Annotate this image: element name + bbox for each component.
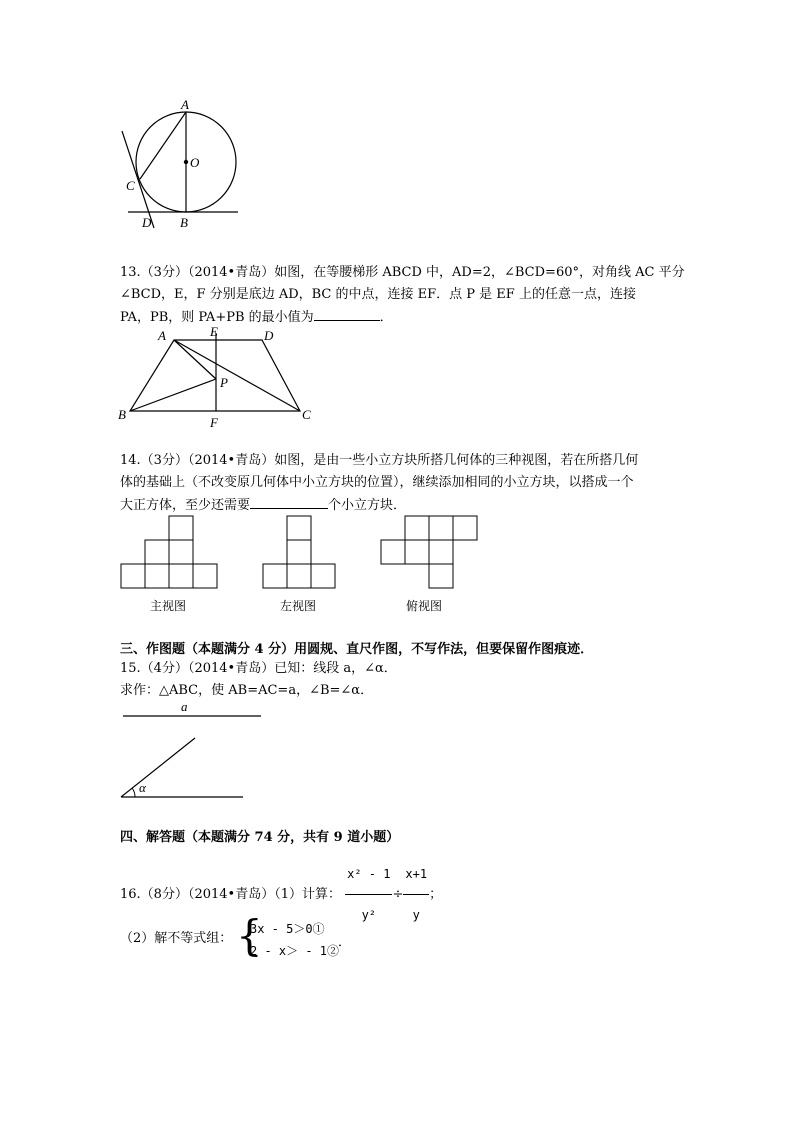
divide-sign: ÷ (392, 887, 404, 902)
label-alpha: α (139, 780, 146, 795)
label-e: E (210, 325, 218, 339)
three-views-figure (118, 514, 478, 616)
angle-arc (132, 788, 135, 797)
segment-pb (130, 379, 216, 411)
inequality-2: 2 - x＞ - 1② (250, 944, 340, 958)
front-view (121, 516, 217, 588)
fraction-2 (403, 854, 429, 935)
q13-period: ． (379, 310, 393, 325)
q13-line1: 13.（3分）（2014•青岛）如图，在等腰梯形 ABCD 中，AD=2，∠BCD=60°，对角线 AC 平分 (120, 265, 685, 280)
chord-ac (140, 112, 186, 179)
q15-line2: 求作：△ABC，使 AB=AC=a，∠B=∠α． (120, 683, 374, 698)
q16-part1-end: ； (429, 887, 443, 902)
label-a: A (158, 328, 166, 343)
label-d: D (142, 215, 152, 230)
top-view-label: 俯视图 (406, 599, 443, 613)
q13-answer-blank[interactable] (314, 306, 380, 321)
q14-line1: 14.（3分）（2014•青岛）如图，是由一些小立方块所搭几何体的三种视图，若在所搭几何 (120, 453, 639, 468)
trapezoid-abcd (130, 340, 300, 411)
segment-angle-figure (115, 700, 265, 802)
label-a: A (181, 97, 189, 112)
label-d: D (264, 328, 274, 343)
q14-text: 大正方体，至少还需要 (120, 498, 251, 513)
trapezoid-figure (112, 325, 322, 430)
label-b: B (180, 215, 188, 230)
q16-part2-end: ． (338, 935, 352, 950)
label-c: C (302, 407, 311, 422)
fraction-1-numerator: x² - 1 (345, 854, 392, 895)
fraction-1-denominator: y² (361, 908, 377, 922)
q13-text: PA，PB，则 PA+PB 的最小值为 (120, 310, 314, 325)
left-view (263, 516, 335, 588)
q15-line1: 15.（4分）（2014•青岛）已知：线段 a，∠α． (120, 661, 397, 676)
q14-text-end: 个小立方块． (328, 498, 407, 513)
q14-answer-blank[interactable] (250, 494, 328, 509)
fraction-2-denominator: y (412, 908, 420, 922)
fraction-2-numerator: x+1 (403, 854, 429, 895)
label-p: P (220, 375, 228, 390)
label-c: C (126, 178, 135, 193)
label-o: O (190, 155, 200, 170)
q13-line2: ∠BCD，E，F 分别是底边 AD，BC 的中点，连接 EF．点 P 是 EF 上的任意一点，连接 (120, 287, 636, 302)
center-point (184, 160, 188, 164)
top-view (381, 516, 477, 588)
section4-heading: 四、解答题（本题满分 74 分，共有 9 道小题） (120, 830, 400, 845)
label-f: F (210, 415, 218, 430)
label-b: B (118, 407, 126, 422)
fraction-1 (345, 854, 392, 935)
q14-line2: 体的基础上（不改变原几何体中小立方块的位置），继续添加相同的小立方块，以搭成一个 (120, 475, 634, 490)
front-view-label: 主视图 (150, 599, 187, 613)
label-a: a (181, 700, 188, 714)
circle-tangent-figure (110, 95, 250, 230)
left-brace: { (236, 911, 263, 960)
left-view-label: 左视图 (280, 599, 317, 613)
q16-part2-text: （2）解不等式组： (120, 931, 233, 946)
q16-part1-text: 16.（8分）（2014•青岛）（1）计算： (120, 887, 341, 902)
inequality-1: 3x - 5＞0① (250, 922, 325, 936)
section3-heading: 三、作图题（本题满分 4 分）用圆规、直尺作图，不写作法，但要保留作图痕迹． (120, 642, 594, 657)
